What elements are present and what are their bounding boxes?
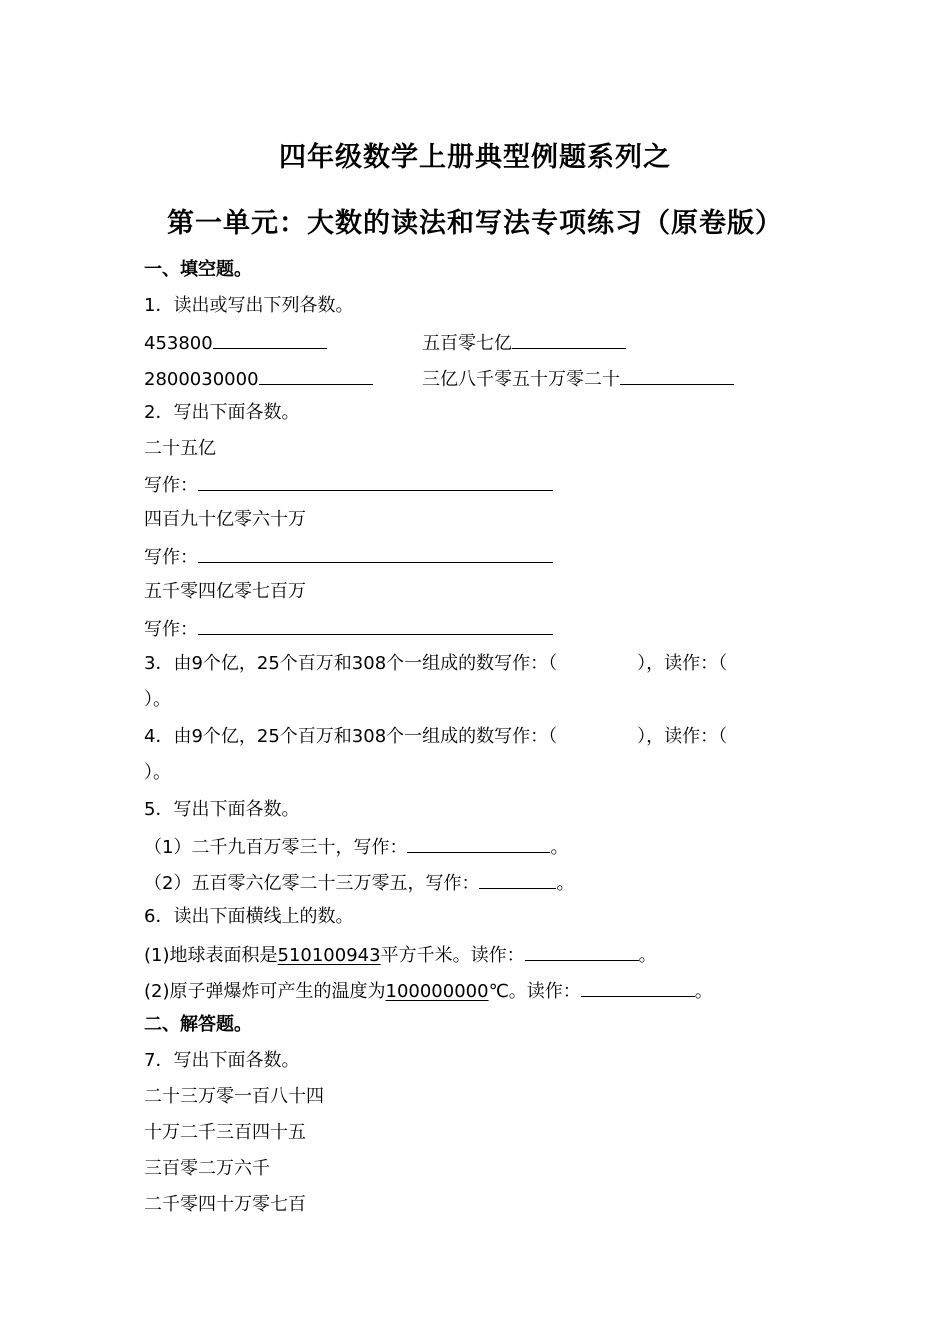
- answer-blank[interactable]: [259, 366, 373, 385]
- period: 。: [638, 945, 657, 966]
- answer-blank[interactable]: [213, 330, 327, 349]
- q1-item-c: [144, 366, 373, 392]
- answer-blank[interactable]: [620, 366, 734, 385]
- q1-item-b-value: 五百零七亿: [422, 333, 512, 354]
- q7-item: 十万二千三百四十五: [144, 1122, 306, 1143]
- q6-part-1-suffix: 平方千米。读作：: [380, 945, 525, 966]
- section-heading-answer: 二、解答题。: [144, 1014, 252, 1035]
- answer-blank[interactable]: [512, 330, 626, 349]
- question-3-text: [144, 652, 727, 676]
- q3-prefix: 3．由9个亿，25个百万和308个一组成的数写作：（: [144, 653, 558, 674]
- answer-blank[interactable]: [198, 472, 553, 491]
- q1-item-d-value: 三亿八千零五十万零二十: [422, 369, 620, 390]
- period: 。: [694, 981, 713, 1002]
- write-label: 写作：: [144, 547, 198, 568]
- answer-blank[interactable]: [198, 616, 553, 635]
- q6-part-2-suffix: ℃。读作：: [488, 981, 581, 1002]
- underlined-number: 100000000: [385, 981, 489, 1002]
- answer-blank[interactable]: [525, 942, 639, 961]
- question-6-text: 6．读出下面横线上的数。: [144, 906, 354, 927]
- q1-item-d: [422, 366, 734, 392]
- q1-item-a: [144, 330, 327, 356]
- section-heading-fill-in: 一、填空题。: [144, 259, 252, 280]
- period: 。: [556, 873, 575, 894]
- q6-part-2: [144, 978, 713, 1004]
- q6-part-1: [144, 942, 657, 968]
- q5-part-1-text: （1）二千九百万零三十，写作：: [144, 837, 408, 858]
- q1-item-c-value: 2800030000: [144, 369, 259, 390]
- page-title: 四年级数学上册典型例题系列之: [279, 142, 671, 173]
- q5-part-2: [144, 870, 574, 896]
- question-2-text: 2．写出下面各数。: [144, 402, 300, 423]
- q6-part-1-text: (1)地球表面积是: [144, 945, 278, 966]
- q7-item: 二千零四十万零七百: [144, 1194, 306, 1215]
- q2-write-row: [144, 472, 553, 498]
- q4-prefix: 4．由9个亿，25个百万和308个一组成的数写作：（: [144, 726, 558, 747]
- q5-part-2-text: （2）五百零六亿零二十三万零五，写作：: [144, 873, 480, 894]
- q6-part-2-text: (2)原子弹爆炸可产生的温度为: [144, 981, 386, 1002]
- q2-item: 二十五亿: [144, 438, 216, 459]
- q2-write-row: [144, 616, 553, 642]
- underlined-number: 510100943: [277, 945, 381, 966]
- q2-item: 四百九十亿零六十万: [144, 509, 306, 530]
- q1-item-a-value: 453800: [144, 333, 213, 354]
- question-7-text: 7．写出下面各数。: [144, 1050, 300, 1071]
- write-label: 写作：: [144, 475, 198, 496]
- q7-item: 二十三万零一百八十四: [144, 1086, 324, 1107]
- write-label: 写作：: [144, 619, 198, 640]
- question-5-text: 5．写出下面各数。: [144, 799, 300, 820]
- answer-blank[interactable]: [407, 834, 550, 853]
- q3-end: ）。: [144, 689, 171, 710]
- q2-item: 五千零四亿零七百万: [144, 581, 306, 602]
- answer-blank[interactable]: [581, 978, 695, 997]
- period: 。: [550, 837, 569, 858]
- q4-mid: ），读作：（: [637, 726, 728, 747]
- q2-write-row: [144, 544, 553, 570]
- q4-end: ）。: [144, 762, 171, 783]
- q1-item-b: [422, 330, 626, 356]
- answer-blank[interactable]: [198, 544, 553, 563]
- page-subtitle: 第一单元：大数的读法和写法专项练习（原卷版）: [167, 208, 783, 239]
- answer-blank[interactable]: [479, 870, 556, 889]
- q3-mid: ），读作：（: [637, 653, 728, 674]
- question-4-text: [144, 725, 727, 749]
- q5-part-1: [144, 834, 568, 860]
- question-1-text: 1．读出或写出下列各数。: [144, 295, 354, 316]
- q7-item: 三百零二万六千: [144, 1158, 270, 1179]
